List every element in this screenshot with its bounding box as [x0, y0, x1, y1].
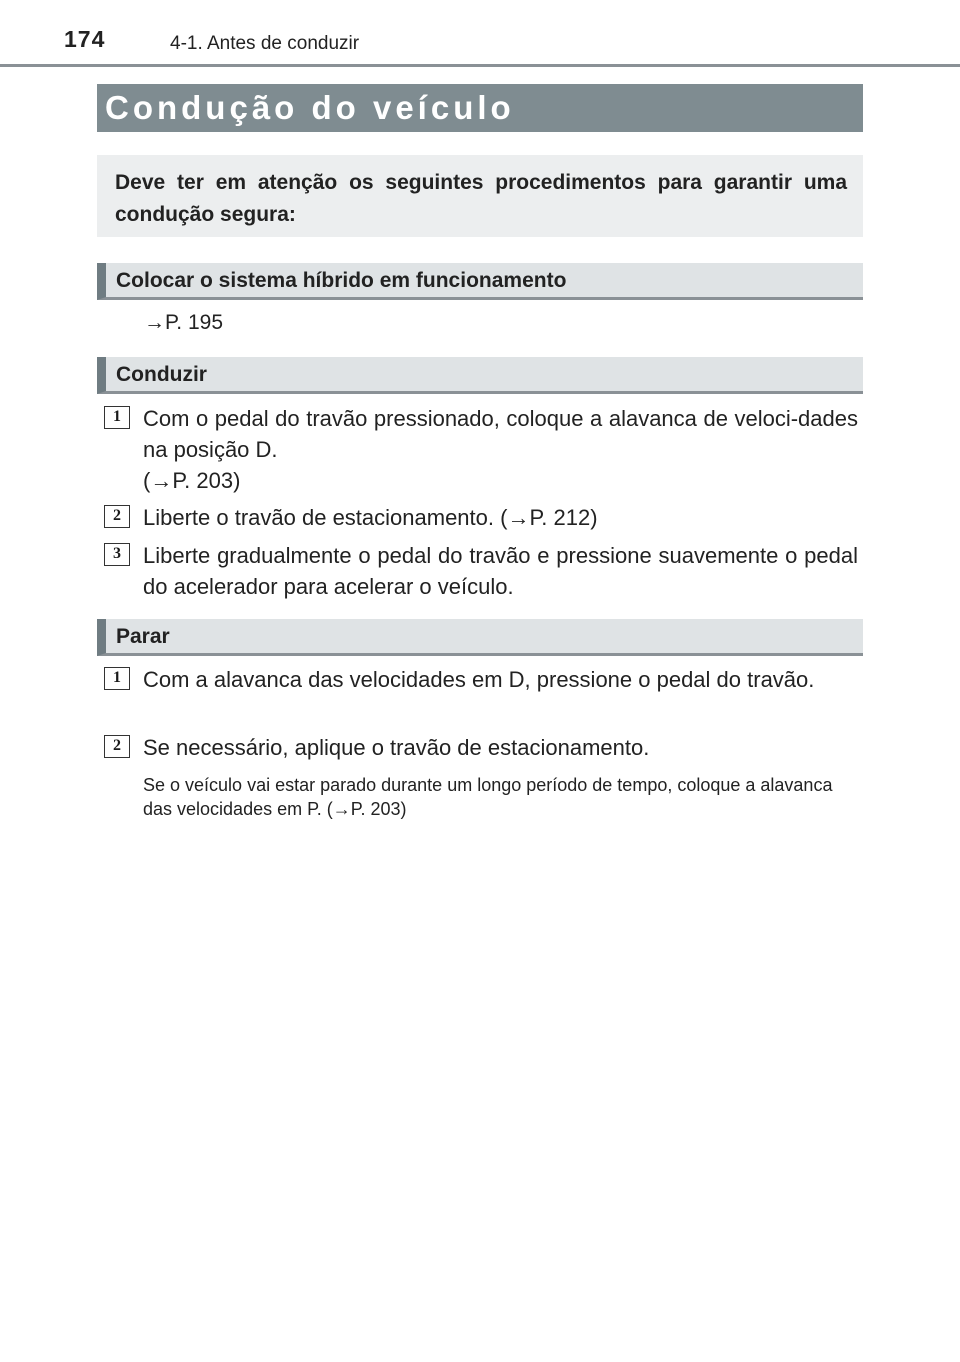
step-number-badge: 2 [104, 735, 130, 758]
intro-text: Deve ter em atenção os seguintes procedimentos para garantir uma condução segura: [115, 171, 847, 226]
step-item [102, 732, 858, 763]
step-text: Se necessário, aplique o travão de estacionamento. [143, 735, 650, 760]
header-rule [0, 64, 960, 67]
step-item [102, 540, 858, 602]
section-title: Colocar o sistema híbrido em funcionamento [116, 269, 567, 292]
section-header-start-hybrid [97, 263, 863, 300]
step-text: Liberte o travão de estacionamento. (→P. 212) [143, 505, 598, 530]
step-number-badge: 3 [104, 543, 130, 566]
section-title: Parar [116, 625, 170, 648]
step-number-badge: 1 [104, 406, 130, 429]
step-text: Com a alavanca das velocidades em D, pressione o pedal do travão. [143, 667, 815, 692]
step-reference[interactable]: (→P. 203) [143, 468, 241, 493]
step-number-badge: 2 [104, 505, 130, 528]
chapter-title: Condução do veículo [105, 89, 515, 126]
step-item [102, 403, 858, 496]
reference-link[interactable]: →P. 195 [144, 311, 224, 334]
running-head: 4-1. Antes de conduzir [170, 33, 360, 54]
step-number-badge: 1 [104, 667, 130, 690]
section-header-stopping [97, 619, 863, 656]
step-text: Liberte gradualmente o pedal do travão e pressione suavemente o pedal do acelerador para acelerar o veículo. [143, 543, 858, 599]
note-text: Se o veículo vai estar parado durante um longo período de tempo, coloque a alavanca das velocidades em P. (→P. 203) [143, 775, 833, 819]
intro-box [97, 155, 863, 237]
section-title: Conduzir [116, 363, 207, 386]
page-number: 174 [64, 26, 106, 52]
step-item [102, 664, 858, 695]
step-item [102, 502, 858, 533]
step-text: Com o pedal do travão pressionado, coloque a alavanca de veloci-dades na posição D. [143, 406, 858, 462]
section-header-driving [97, 357, 863, 394]
chapter-banner [97, 84, 863, 132]
